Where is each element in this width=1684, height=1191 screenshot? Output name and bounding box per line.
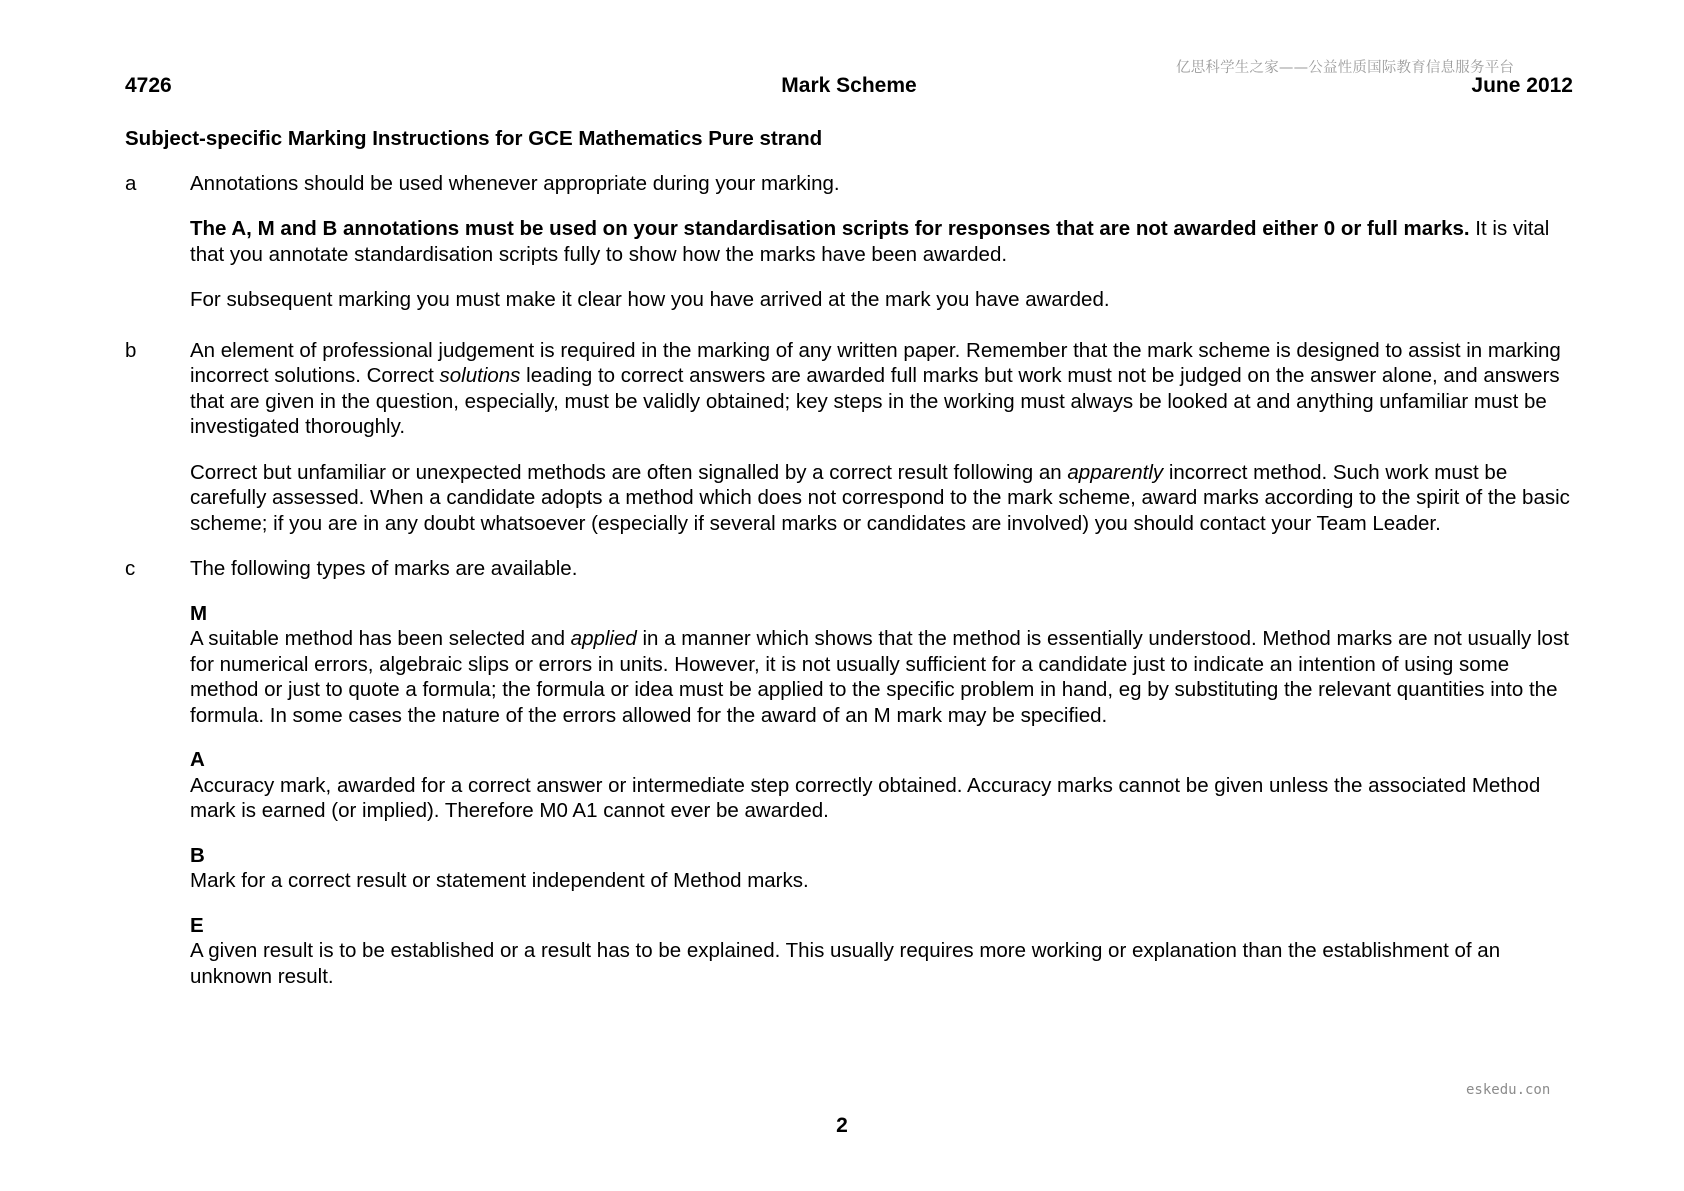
watermark-bottom: eskedu.con — [1466, 1082, 1551, 1098]
section-a-paragraph-2 — [190, 216, 1573, 267]
section-a — [125, 171, 1573, 313]
section-b-paragraph-2 — [190, 460, 1573, 537]
mark-type-m-text-start: A suitable method has been selected and — [190, 627, 571, 650]
section-a-paragraph-3: For subsequent marking you must make it clear how you have arrived at the mark you have awarded. — [190, 288, 1110, 311]
section-letter-b: b — [125, 338, 137, 362]
mark-type-e — [190, 913, 1573, 990]
section-b-p2-end: incorrect method. Such work must be carefully assessed. When a candidate adopts a method which does not correspond to the mark scheme, award marks according to the spirit of the basic scheme; if you are in any doubt whatsoever (especially if several marks or candidates are involved) you should contact your Team Leader. — [190, 460, 1570, 535]
paper-code: 4726 — [125, 74, 172, 97]
section-letter-a: a — [125, 171, 137, 195]
page-header — [125, 74, 1573, 100]
mark-type-a-letter: A — [190, 748, 205, 771]
mark-type-a-text: Accuracy mark, awarded for a correct answer or intermediate step correctly obtained. Accuracy marks cannot be given unless the associated Method mark is earned (or implied). Therefore M0 A1 cannot ever be awarded. — [190, 773, 1541, 822]
mark-type-m-text-end: in a manner which shows that the method is essentially understood. Method marks are not usually lost for numerical errors, algebraic slips or errors in units. However, it is not usually sufficient for a candidate just to indicate an intention of using some method or just to quote a formula; the formula or idea must be applied to the specific problem in hand, eg by substituting the relevant quantities into the formula. In some cases the nature of the errors allowed for the award of an M mark may be specified. — [190, 627, 1569, 727]
section-b — [125, 338, 1573, 537]
mark-type-a — [190, 747, 1573, 824]
mark-type-e-letter: E — [190, 913, 204, 937]
section-b-p1-end: leading to correct answers are awarded full marks but work must not be judged on the answer alone, and answers that are given in the question, especially, must be validly obtained; key steps in the working must always be looked at and anything unfamiliar must be investigated thoroughly. — [190, 364, 1560, 438]
section-c — [125, 556, 1573, 989]
mark-type-m — [190, 601, 1573, 729]
section-b-p2-italic: apparently — [1067, 460, 1164, 484]
section-heading: Subject-specific Marking Instructions for GCE Mathematics Pure strand — [125, 127, 823, 150]
mark-type-b-letter: B — [190, 843, 205, 867]
mark-type-m-letter: M — [190, 601, 208, 625]
main-content — [125, 126, 1573, 1008]
section-b-p1-italic: solutions — [439, 364, 521, 387]
exam-date: June 2012 — [1471, 74, 1573, 97]
section-b-p1-start: An element of professional judgement is required in the marking of any written paper. Remember that the mark scheme is designed to assist in marking incorrect solutions. Correct — [190, 338, 1561, 387]
section-a-paragraph-2-rest: It is vital that you annotate standardisation scripts fully to show how the marks have been awarded. — [190, 217, 1550, 266]
section-a-bold-text: The A, M and B annotations must be used on your standardisation scripts for responses that are not awarded either 0 or full marks. — [190, 217, 1470, 240]
watermark-top: 亿思科学生之家——公益性质国际教育信息服务平台 — [1176, 60, 1515, 76]
page-number: 2 — [836, 1114, 848, 1137]
section-b-paragraph-1 — [190, 338, 1573, 440]
mark-type-b-text: Mark for a correct result or statement independent of Method marks. — [190, 869, 809, 892]
mark-type-m-italic: applied — [570, 627, 637, 650]
mark-type-b — [190, 843, 1573, 894]
section-c-intro: The following types of marks are available. — [190, 557, 578, 580]
section-a-paragraph-1: Annotations should be used whenever appropriate during your marking. — [190, 171, 840, 195]
section-letter-c: c — [125, 557, 136, 580]
document-title: Mark Scheme — [781, 74, 917, 97]
mark-type-e-text: A given result is to be established or a result has to be explained. This usually requires more working or explanation than the establishment of an unknown result. — [190, 939, 1501, 988]
section-b-p2-start: Correct but unfamiliar or unexpected methods are often signalled by a correct result following an — [190, 460, 1068, 484]
